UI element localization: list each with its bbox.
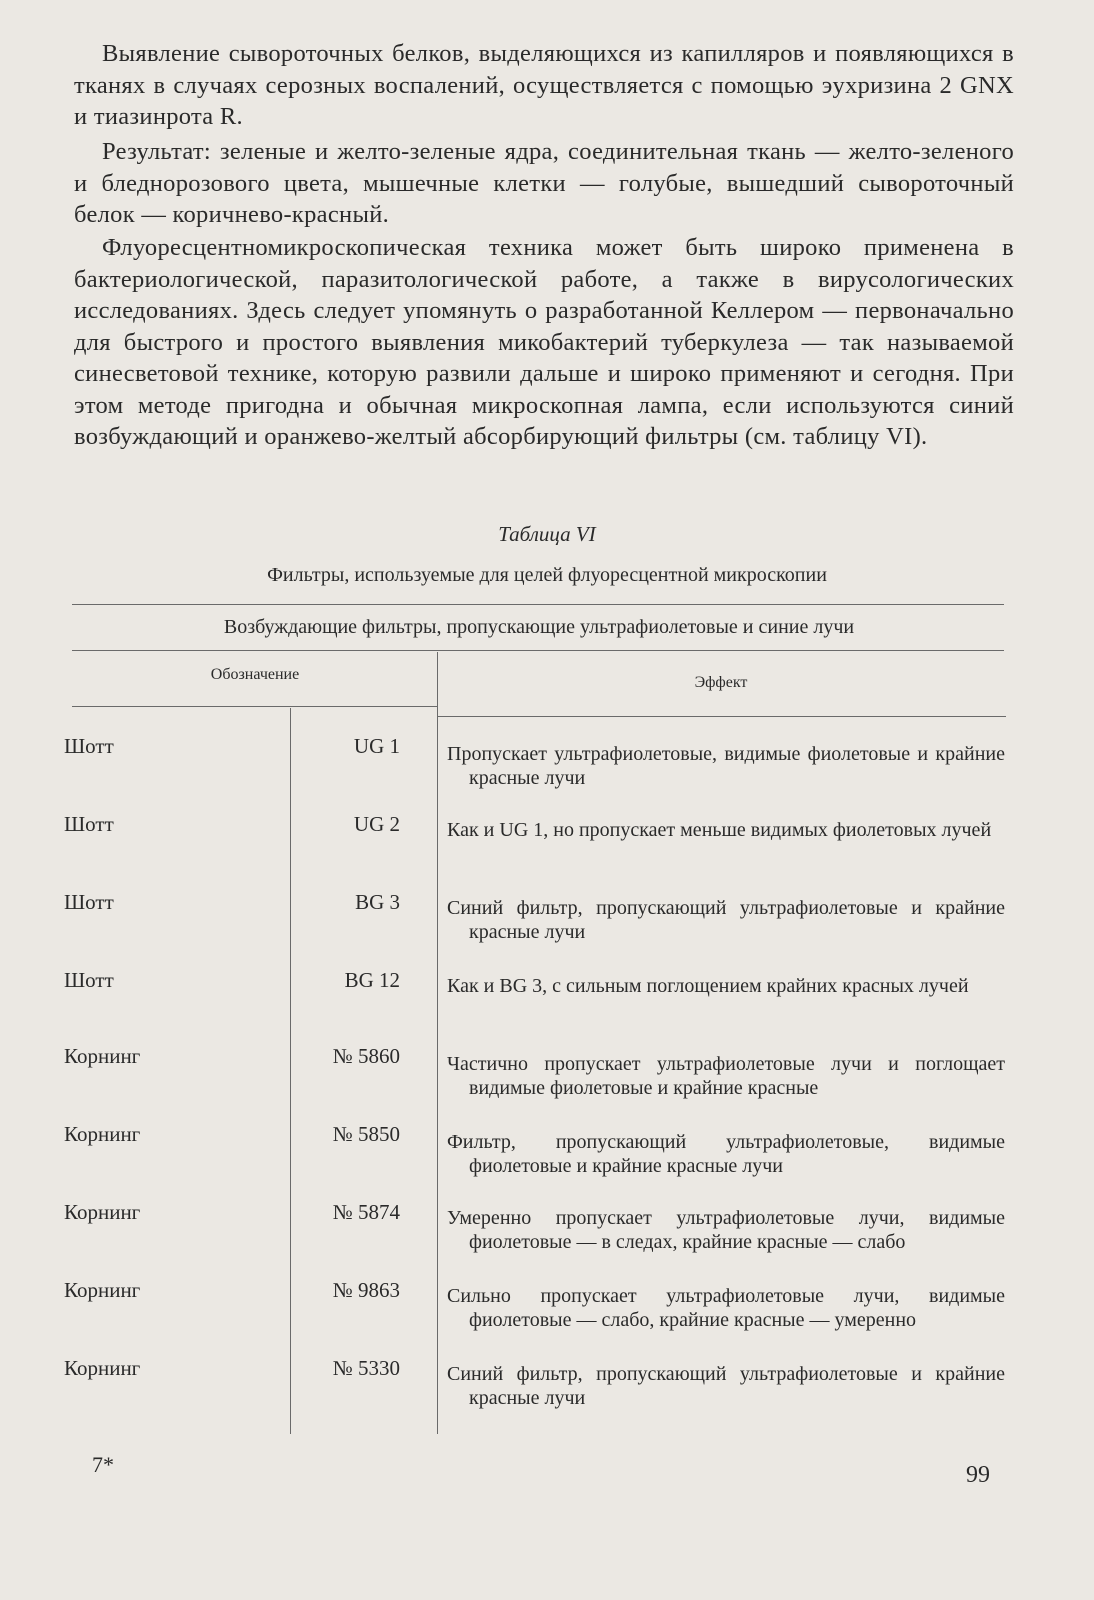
body-paragraph: Результат: зеленые и желто-зеленые ядра, соединительная ткань — желто-зеленого и бледнорозового цвета, мышечные клетки — голубые, вышедший сывороточный белок — коричнево-красный. (74, 138, 1014, 228)
table-section-heading: Возбуждающие фильтры, пропускающие ультрафиолетовые и синие лучи (223, 616, 855, 638)
filter-effect: Синий фильтр, пропускающий ультрафиолетовые и крайние красные лучи (447, 1363, 1005, 1409)
filter-code: BG 12 (344, 968, 400, 992)
filter-maker: Корнинг (64, 1122, 141, 1146)
table-header-rule-right (438, 716, 1006, 717)
body-paragraph: Выявление сывороточных белков, выделяющихся из капилляров и появляющихся в тканях в случаях серозных воспалений, осуществляется с помощью эухризина 2 GNX и тиазинрота R. (74, 40, 1014, 130)
filter-code: № 9863 (332, 1278, 400, 1302)
table-title: Фильтры, используемые для целей флуоресцентной микроскопии (267, 564, 827, 586)
table-number: Таблица VI (498, 522, 596, 546)
table-header-rule-left (72, 706, 438, 707)
filter-maker: Корнинг (64, 1200, 141, 1224)
filter-effect: Как и BG 3, с сильным поглощением крайних красных лучей (447, 975, 969, 997)
filter-code: UG 1 (353, 734, 400, 758)
filter-maker: Корнинг (64, 1278, 141, 1302)
filter-maker: Шотт (64, 812, 114, 836)
filter-maker: Шотт (64, 890, 114, 914)
table-section-rule (72, 650, 1004, 651)
filter-maker: Корнинг (64, 1356, 141, 1380)
filter-maker: Шотт (64, 968, 114, 992)
filter-effect: Пропускает ультрафиолетовые, видимые фиолетовые и крайние красные лучи (447, 743, 1005, 789)
filter-effect: Умеренно пропускает ультрафиолетовые лучи, видимые фиолетовые — в следах, крайние красные — слабо (447, 1207, 1005, 1253)
filter-code: № 5860 (332, 1044, 400, 1068)
column-header-effect: Эффект (694, 674, 748, 691)
filter-code: № 5874 (332, 1200, 400, 1224)
filter-effect: Сильно пропускает ультрафиолетовые лучи, видимые фиолетовые — слабо, крайние красные — умеренно (447, 1285, 1005, 1331)
filter-code: UG 2 (353, 812, 400, 836)
filter-maker: Шотт (64, 734, 114, 758)
page-number: 99 (966, 1462, 990, 1488)
filter-code: № 5330 (332, 1356, 400, 1380)
filter-code: № 5850 (332, 1122, 400, 1146)
filter-effect: Как и UG 1, но пропускает меньше видимых фиолетовых лучей (447, 819, 992, 841)
filter-effect: Частично пропускает ультрафиолетовые лучи и поглощает видимые фиолетовые и крайние красные (447, 1053, 1005, 1099)
filter-effect: Фильтр, пропускающий ультрафиолетовые, видимые фиолетовые и крайние красные лучи (447, 1131, 1005, 1177)
filter-effect: Синий фильтр, пропускающий ультрафиолетовые и крайние красные лучи (447, 897, 1005, 943)
filter-code: BG 3 (355, 890, 400, 914)
signature-mark: 7* (92, 1452, 114, 1477)
table-column-divider (437, 652, 438, 1434)
filter-maker: Корнинг (64, 1044, 141, 1068)
column-header-designation: Обозначение (210, 666, 300, 683)
table-top-rule (72, 604, 1004, 605)
body-paragraph: Флуоресцентномикроскопическая техника может быть широко применена в бактериологической, паразитологической работе, а также в вирусологических исследованиях. Здесь следует упомянуть о разработанной Келлером — первоначально для быстрого и простого выявления микобактерий туберкулеза — так называемой синесветовой технике, которую развили дальше и широко применяют и сегодня. При этом методе пригодна и обычная микроскопная лампа, если используются синий возбуждающий и оранжево-желтый абсорбирующий фильтры (см. таблицу VI). (74, 234, 1014, 450)
